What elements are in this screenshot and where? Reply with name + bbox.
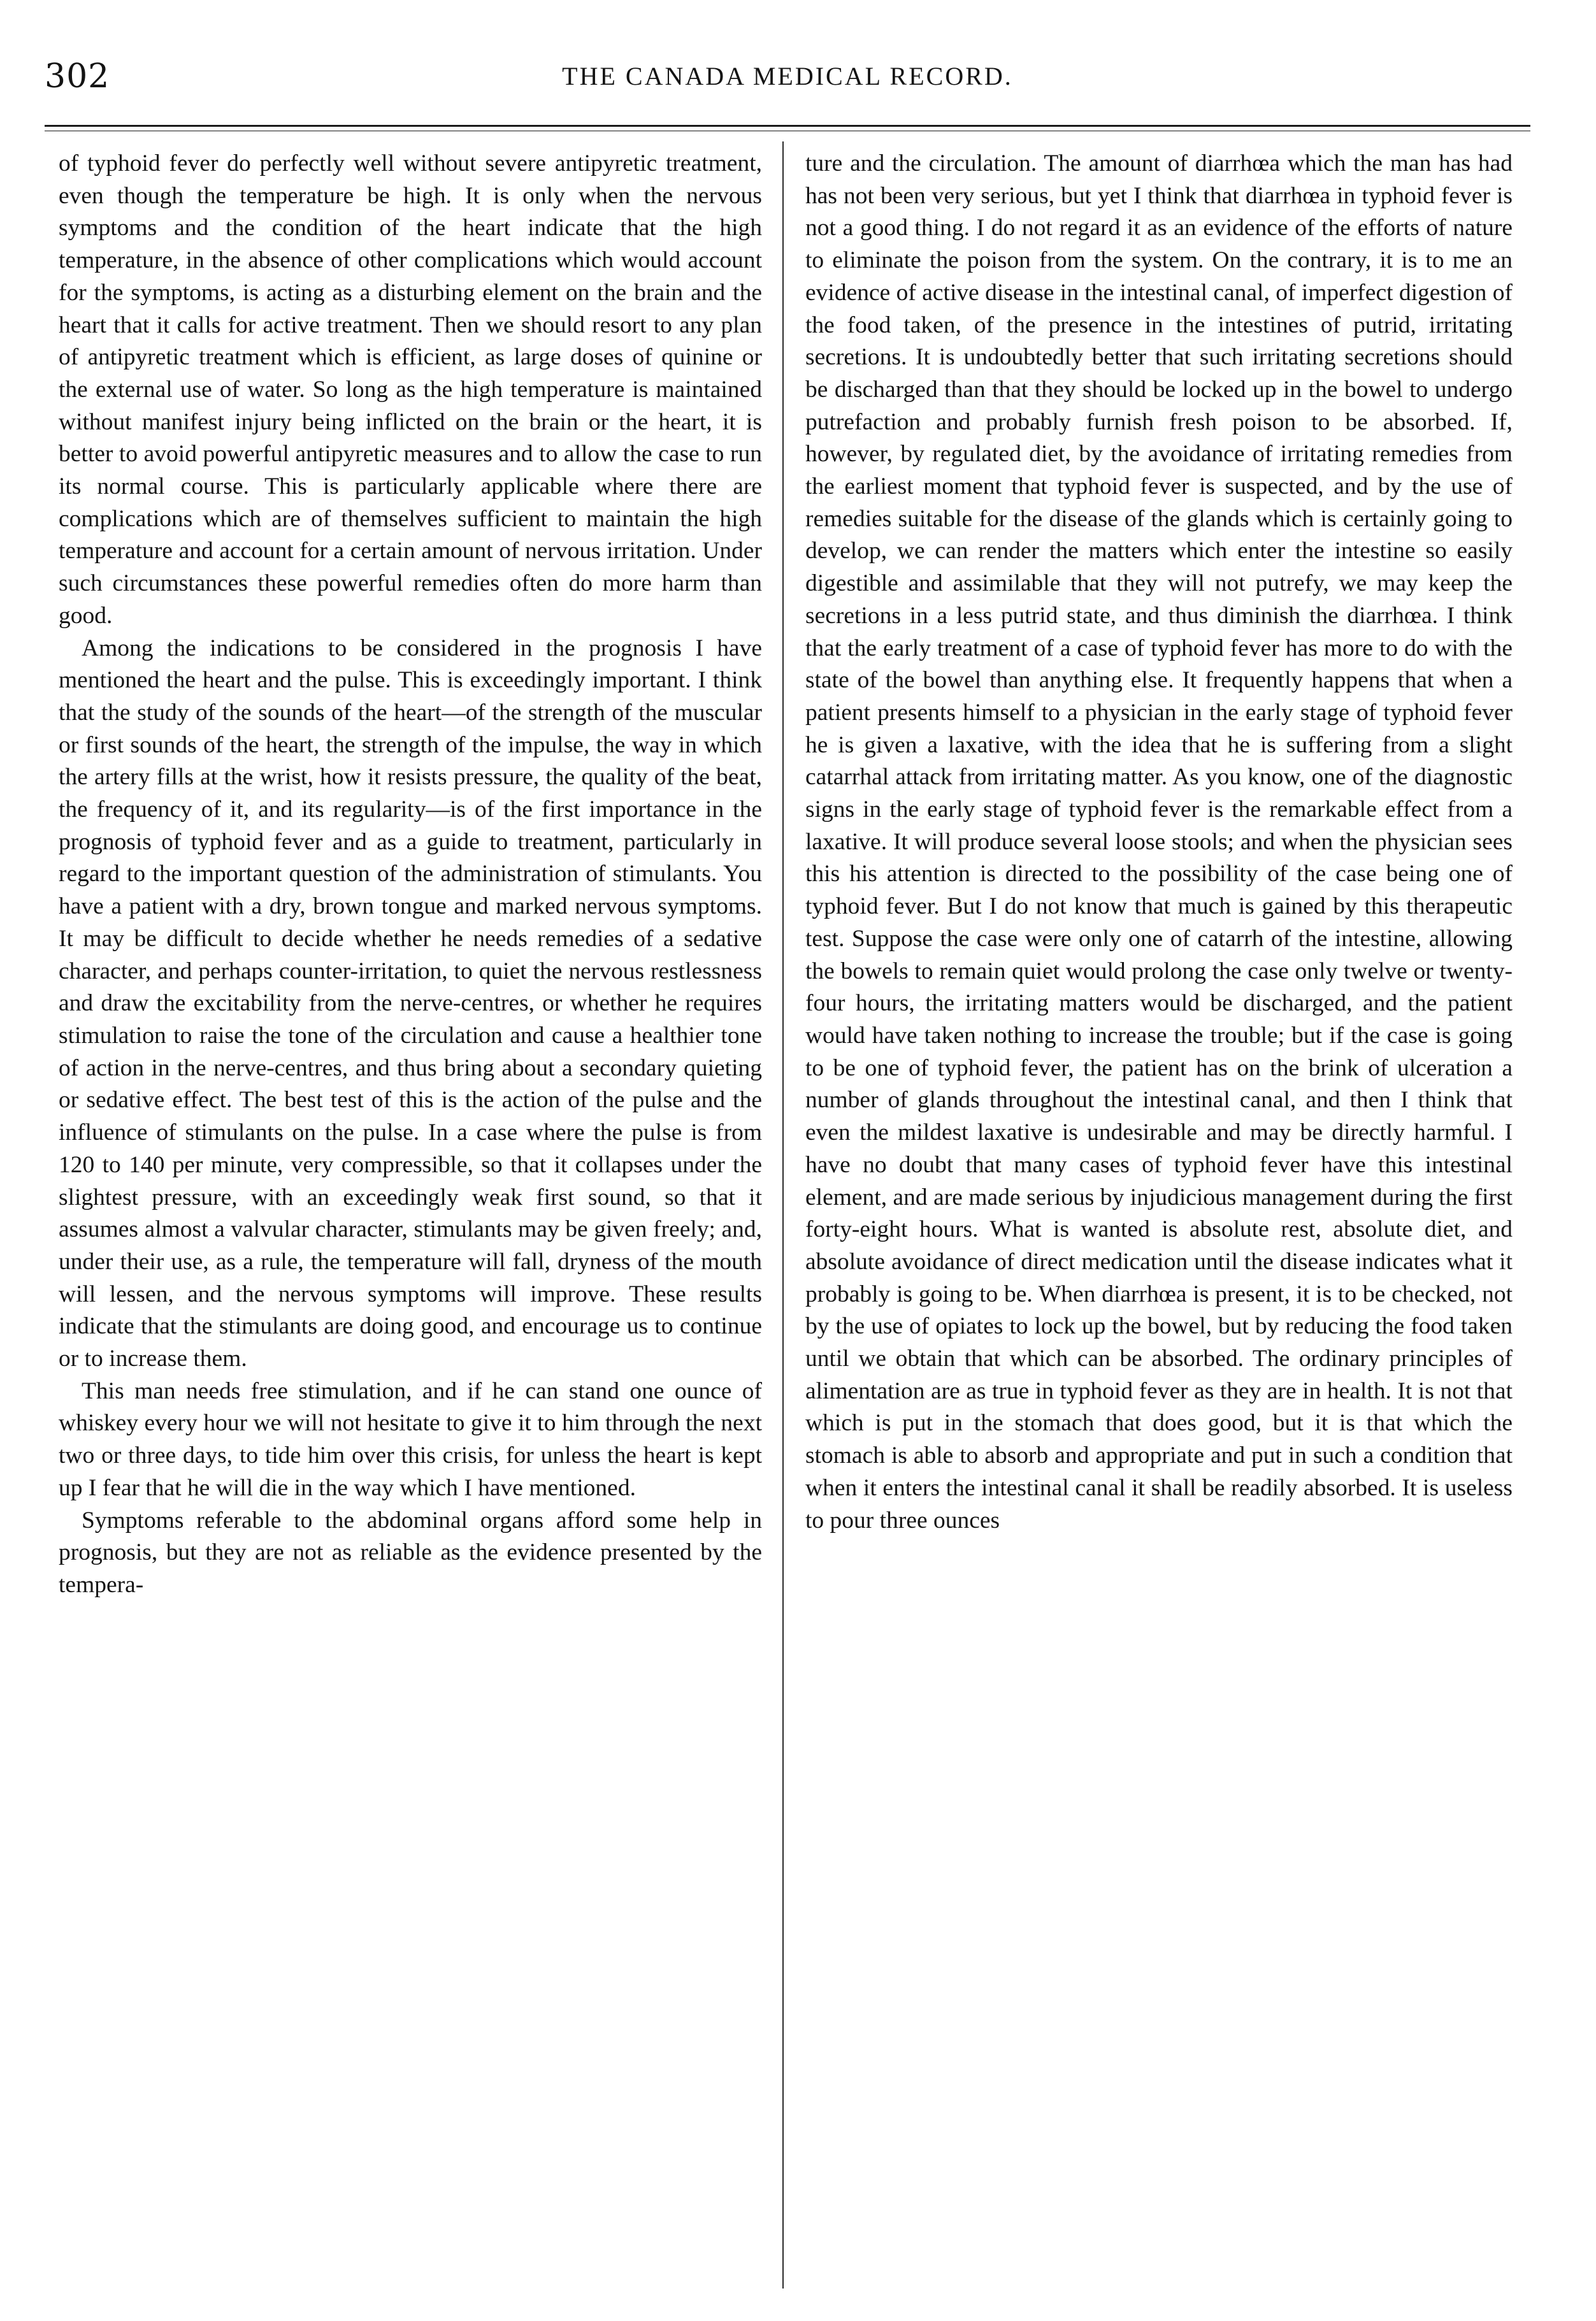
page-header: [45, 51, 1530, 102]
paragraph: Among the indications to be considered in the prognosis I have mentioned the heart and the pulse. This is exceedingly important. I think that the study of the sounds of the heart—of the strength of the muscular or first sounds of the heart, the strength of the impulse, the way in which the artery fills at the wrist, how it resists pressure, the quality of the beat, the frequency of it, and its regularity—is of the first importance in the prognosis of typhoid fever and as a guide to treatment, particularly in regard to the important question of the administration of stimulants. You have a patient with a dry, brown tongue and marked nervous symptoms. It may be difficult to decide whether he needs remedies of a sedative character, and perhaps counter-irritation, to quiet the nervous restlessness and draw the excitability from the nerve-centres, or whether he requires stimulation to raise the tone of the circulation and cause a healthier tone of action in the nerve-centres, and thus bring about a secondary quieting or sedative effect. The best test of this is the action of the pulse and the influence of stimulants on the pulse. In a case where the pulse is from 120 to 140 per minute, very compressible, so that it collapses under the slightest pressure, with an exceedingly weak first sound, so that it assumes almost a valvular character, stimulants may be given freely; and, under their use, as a rule, the temperature will fall, dryness of the mouth will lessen, and the nervous symptoms will improve. These results indicate that the stimulants are doing good, and encourage us to continue or to increase them.: [59, 635, 762, 1372]
header-rule: [45, 125, 1530, 127]
paragraph: Symptoms referable to the abdominal organs afford some help in prognosis, but they are not as reliable as the evidence presented by the tempera-: [59, 1507, 762, 1598]
left-column: [59, 148, 762, 1602]
column-divider: [782, 141, 784, 2289]
right-column: [805, 148, 1513, 1537]
paragraph: ture and the circulation. The amount of diarrhœa which the man has had has not been very serious, but yet I think that diarrhœa in typhoid fever is not a good thing. I do not regard it as an evidence of the efforts of nature to eliminate the poison from the system. On the contrary, it is to me an evidence of active disease in the intestinal canal, of imperfect digestion of the food taken, of the presence in the intestines of putrid, irritating secretions. It is undoubtedly better that such irritating secretions should be discharged than that they should be locked up in the bowel to undergo putrefaction and probably furnish fresh poison to be absorbed. If, however, by regulated diet, by the avoidance of irritating remedies from the earliest moment that typhoid fever is suspected, and by the use of remedies suitable for the disease of the glands which is certainly going to develop, we can render the matters which enter the intestine so easily digestible and assimilable that they will not putrefy, we may keep the secretions in a less putrid state, and thus diminish the diarrhœa. I think that the early treatment of a case of typhoid fever has more to do with the state of the bowel than anything else. It frequently happens that when a patient presents himself to a physician in the early stage of typhoid fever he is given a laxative, with the idea that he is suffering from a slight catarrhal attack from irritating matter. As you know, one of the diagnostic signs in the early stage of typhoid fever is the remarkable effect from a laxative. It will produce several loose stools; and when the physician sees this his attention is directed to the possibility of the case being one of typhoid fever. But I do not know that much is gained by this therapeutic test. Suppose the case were only one of catarrh of the intestine, allowing the bowels to remain quiet would prolong the case only twelve or twenty-four hours, the irritating matters would be discharged, and the patient would have taken nothing to increase the trouble; but if the case is going to be one of typhoid fever, the patient has on the brink of ulceration a number of glands throughout the intestinal canal, and then I think that even the mildest laxative is undesirable and may be directly harmful. I have no doubt that many cases of typhoid fever have this intestinal element, and are made serious by injudicious management during the first forty-eight hours. What is wanted is absolute rest, absolute diet, and absolute avoidance of direct medication until the disease indicates what it probably is going to be. When diarrhœa is present, it is to be checked, not by the use of opiates to lock up the bowel, but by reducing the food taken until we obtain that which can be absorbed. The ordinary principles of alimentation are as true in typhoid fever as they are in health. It is not that which is put in the stomach that does good, but it is that which the stomach is able to absorb and appropriate and put in such a condition that when it enters the intestinal canal it shall be readily absorbed. It is useless to pour three ounces: [805, 150, 1513, 1534]
page-number: 302: [45, 57, 110, 96]
paragraph: of typhoid fever do perfectly well without severe antipyretic treatment, even though the temperature be high. It is only when the nervous symptoms and the condition of the heart indicate that the high temperature, in the absence of other complications which would account for the symptoms, is acting as a disturbing element on the brain and the heart that it calls for active treatment. Then we should resort to any plan of antipyretic treatment which is efficient, as large doses of quinine or the external use of water. So long as the high temperature is maintained without manifest injury being inflicted on the brain or the heart, it is better to avoid powerful antipyretic measures and to allow the case to run its normal course. This is particularly applicable where there are complications which are of themselves sufficient to maintain the high temperature and account for a certain amount of nervous irritation. Under such circumstances these powerful remedies often do more harm than good.: [59, 150, 762, 629]
paragraph: This man needs free stimulation, and if he can stand one ounce of whiskey every hour we will not hesitate to give it to him through the next two or three days, to tide him over this crisis, for unless the heart is kept up I fear that he will die in the way which I have mentioned.: [59, 1377, 762, 1501]
running-title: THE CANADA MEDICAL RECORD.: [562, 62, 1013, 90]
